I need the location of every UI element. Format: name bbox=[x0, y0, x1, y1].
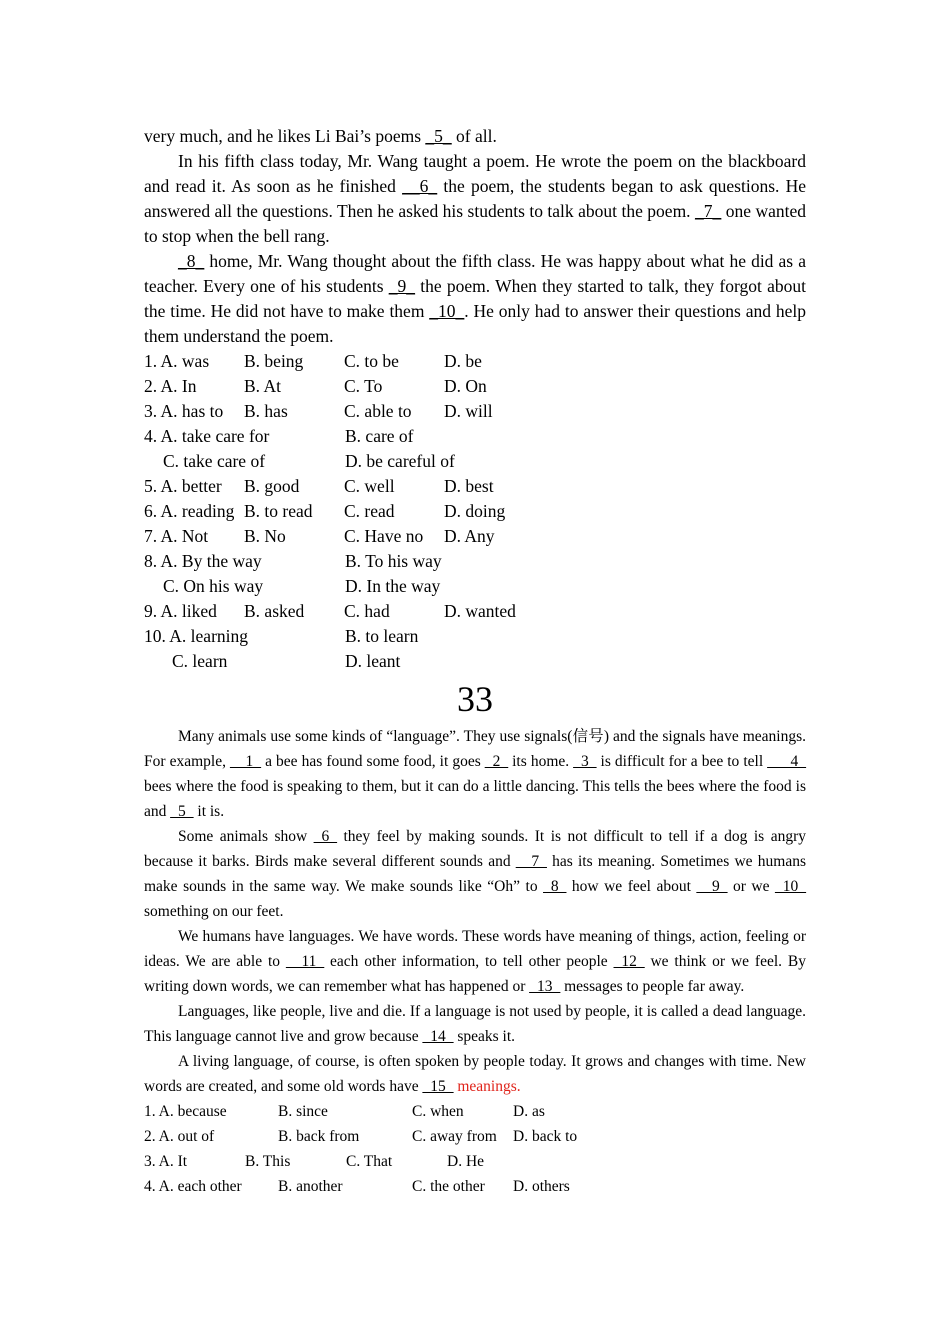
option-row: 8. A. By the way B. To his way bbox=[144, 551, 442, 571]
option-row: 1. A. because B. since C. when D. as bbox=[144, 1103, 545, 1120]
blank-12: _12_ bbox=[613, 953, 645, 970]
option-row: 7. A. Not B. No C. Have no D. Any bbox=[144, 526, 495, 546]
option-row: 3. A. It B. This C. That D. He bbox=[144, 1153, 485, 1170]
paragraph-human-languages: We humans have languages. We have words. These words have meaning of things, action, feeling or ideas. We are able to __11_ each other information, to tell other people _12_ we think or we feel. By writing down words, we can remember what has happened or _13_ messages to people far away. bbox=[144, 928, 806, 995]
options-list-2 bbox=[144, 1099, 806, 1199]
blank-10: _10_ bbox=[429, 301, 465, 321]
option-row: C. learn D. leant bbox=[172, 651, 401, 671]
option-row: 5. A. better B. good C. well D. best bbox=[144, 476, 494, 496]
highlighted-text: meanings. bbox=[453, 1078, 521, 1095]
options-list-1 bbox=[144, 349, 806, 674]
option-row: 9. A. liked B. asked C. had D. wanted bbox=[144, 601, 516, 621]
blank-5: _5_ bbox=[425, 126, 452, 146]
blank-14: _14_ bbox=[422, 1028, 454, 1045]
paragraph-going-home: _8_ home, Mr. Wang thought about the fifth class. He was happy about what he did as a teacher. Every one of his students _9_ the poem. When they started to talk, they forgot about the time. He did not have to make them _10_. He only had to answer their questions and help them understand the poem. bbox=[144, 251, 806, 346]
option-row: 4. A. take care for B. care of bbox=[144, 426, 414, 446]
document-page bbox=[144, 124, 806, 1199]
option-row: C. take care of D. be careful of bbox=[163, 451, 455, 471]
blank-10: _10_ bbox=[775, 878, 807, 895]
option-row: 1. A. was B. being C. to be D. be bbox=[144, 351, 482, 371]
option-row: 4. A. each other B. another C. the other D. others bbox=[144, 1178, 570, 1195]
blank-9: __9_ bbox=[696, 878, 728, 895]
paragraph-animal-sounds: Some animals show _6_ they feel by making sounds. It is not difficult to tell if a dog is angry because it barks. Birds make several different sounds and __7_ has its meaning. Sometimes we humans make sounds in the same way. We make sounds like “Oh” to _8_ how we feel about __9_ or we _10_ something on our feet. bbox=[144, 828, 807, 920]
option-row: 2. A. In B. At C. To D. On bbox=[144, 376, 487, 396]
blank-15: _15_ bbox=[422, 1078, 454, 1095]
blank-7: _7_ bbox=[695, 201, 722, 221]
paragraph-fifth-class: In his fifth class today, Mr. Wang taught a poem. He wrote the poem on the blackboard and read it. As soon as he finished __6_ the poem, the students began to ask questions. He answered all the questions. Then he asked his students to talk about the poem. _7_ one wanted to stop when the bell rang. bbox=[144, 151, 807, 246]
option-row: C. On his way D. In the way bbox=[163, 576, 441, 596]
blank-7: __7_ bbox=[515, 853, 547, 870]
blank-6: __6_ bbox=[402, 176, 438, 196]
paragraph-animals-language: Many animals use some kinds of “language”. They use signals(信号) and the signals have meanings. For example, __1_ a bee has found some food, it goes _2_ its home. _3_ is difficult for a bee to tell ___4_ bees where the food is speaking to them, but it can do a little dancing. This tells the bees where the food is and _5_ it is. bbox=[144, 728, 806, 820]
blank-5: _5_ bbox=[170, 803, 194, 820]
option-row: 6. A. reading B. to read C. read D. doing bbox=[144, 501, 506, 521]
blank-3: _3_ bbox=[573, 753, 597, 770]
blank-11: __11_ bbox=[285, 953, 325, 970]
paragraph-living-language: A living language, of course, is often spoken by people today. It grows and changes with time. New words are created, and some old words have _15_ meanings. bbox=[144, 1053, 806, 1095]
option-row: 2. A. out of B. back from C. away from D. back to bbox=[144, 1128, 578, 1145]
blank-6: _6_ bbox=[313, 828, 337, 845]
blank-13: _13_ bbox=[529, 978, 561, 995]
option-row: 10. A. learning B. to learn bbox=[144, 626, 419, 646]
blank-8: _8_ bbox=[543, 878, 567, 895]
blank-8: _8_ bbox=[178, 251, 205, 271]
blank-4: ___4_ bbox=[767, 753, 806, 770]
option-row: 3. A. has to B. has C. able to D. will bbox=[144, 401, 493, 421]
section-number: 33 bbox=[457, 679, 493, 719]
blank-9: _9_ bbox=[388, 276, 416, 296]
blank-1: __1_ bbox=[230, 753, 262, 770]
paragraph-dead-language: Languages, like people, live and die. If a language is not used by people, it is called a dead language. This language cannot live and grow because _14_ speaks it. bbox=[144, 1003, 806, 1045]
blank-2: _2_ bbox=[484, 753, 509, 770]
paragraph-continuation: very much, and he likes Li Bai’s poems _5_ of all. bbox=[144, 126, 497, 146]
